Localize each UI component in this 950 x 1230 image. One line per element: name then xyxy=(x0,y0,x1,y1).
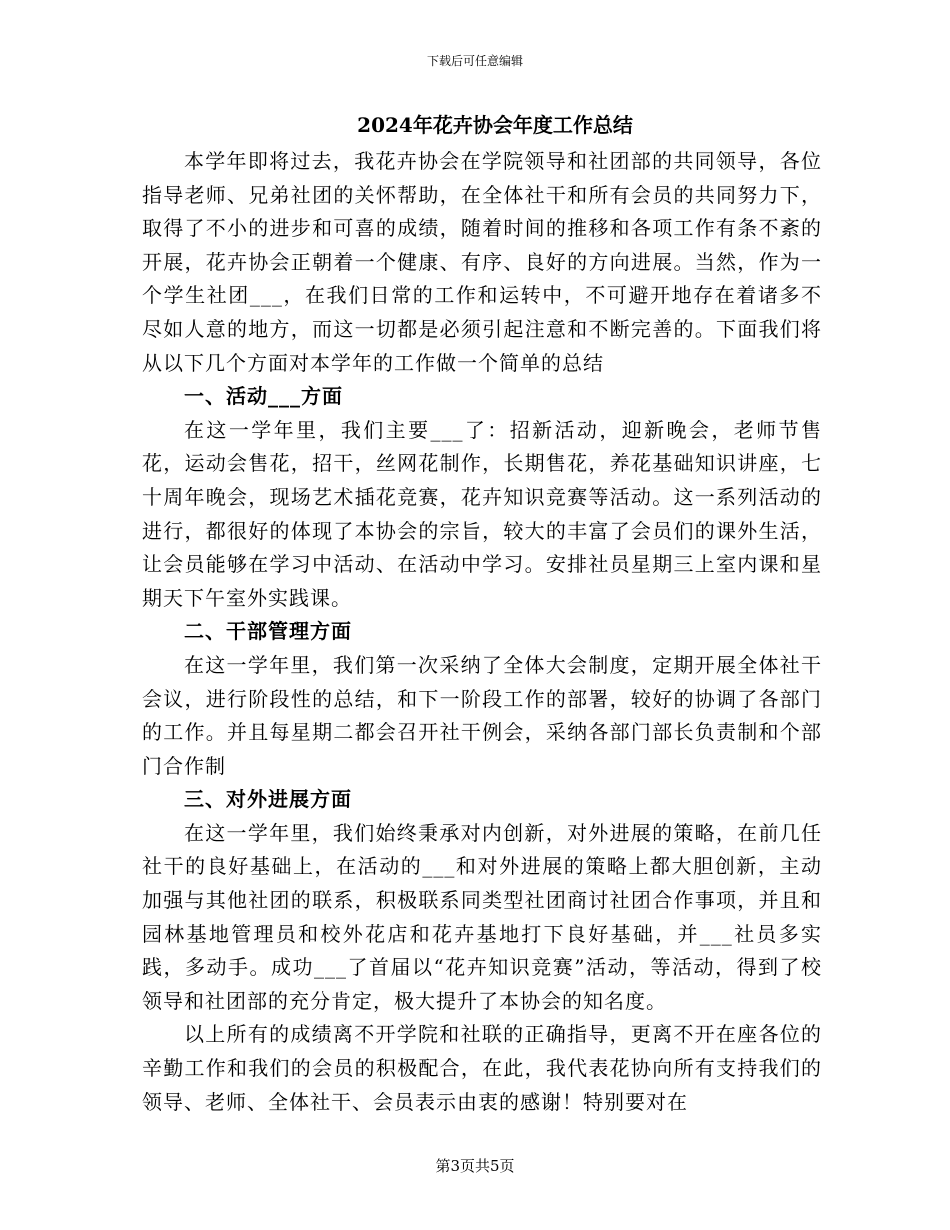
section-heading-cadre-management: 二、干部管理方面 xyxy=(184,619,352,644)
document-body xyxy=(142,145,822,1119)
page-number-footer: 第3页共5页 xyxy=(435,1157,515,1175)
section-heading-activities: 一、活动___方面 xyxy=(184,384,343,409)
header-note: 下载后可任意编辑 xyxy=(426,54,523,68)
activities-paragraph: 在这一学年里，我们主要___了：招新活动，迎新晚会，老师节售花，运动会售花，招干，丝网花制作，长期售花，养花基础知识讲座，七十周年晚会，现场艺术插花竞赛，花卉知识竞赛等活动。这一系列活动的进行，都很好的体现了本协会的宗旨，较大的丰富了会员们的课外生活，让会员能够在学习中活动、在活动中学习。安排社员星期三上室内课和星期天下午室外实践课。 xyxy=(142,417,822,610)
document-title: 2024年花卉协会年度工作总结 xyxy=(357,113,633,137)
closing-paragraph: 以上所有的成绩离不开学院和社联的正确指导，更离不开在座各位的辛勤工作和我们的会员的积极配合，在此，我代表花协向所有支持我们的领导、老师、全体社干、会员表示由衷的感谢！特别要对在 xyxy=(142,1022,822,1114)
section-heading-external-development: 三、对外进展方面 xyxy=(184,787,352,812)
intro-paragraph: 本学年即将过去，我花卉协会在学院领导和社团部的共同领导，各位指导老师、兄弟社团的关怀帮助，在全体社干和所有会员的共同努力下，取得了不小的进步和可喜的成绩，随着时间的推移和各项工作有条不紊的开展，花卉协会正朝着一个健康、有序、良好的方向进展。当然，作为一个学生社团___，在我们日常的工作和运转中，不可避开地存在着诸多不尽如人意的地方，而这一切都是必须引起注意和不断完善的。下面我们将从以下几个方面对本学年的工作做一个简单的总结 xyxy=(142,149,822,375)
external-development-paragraph: 在这一学年里，我们始终秉承对内创新，对外进展的策略，在前几任社干的良好基础上，在活动的___和对外进展的策略上都大胆创新，主动加强与其他社团的联系，积极联系同类型社团商讨社团合作事项，并且和园林基地管理员和校外花店和花卉基地打下良好基础，并___社员多实践，多动手。成功___了首届以“花卉知识竞赛”活动，等活动，得到了校领导和社团部的充分肯定，极大提升了本协会的知名度。 xyxy=(142,820,822,1013)
cadre-management-paragraph: 在这一学年里，我们第一次采纳了全体大会制度，定期开展全体社干会议，进行阶段性的总结，和下一阶段工作的部署，较好的协调了各部门的工作。并且每星期二都会召开社干例会，采纳各部门部长负责制和个部门合作制 xyxy=(142,652,822,778)
